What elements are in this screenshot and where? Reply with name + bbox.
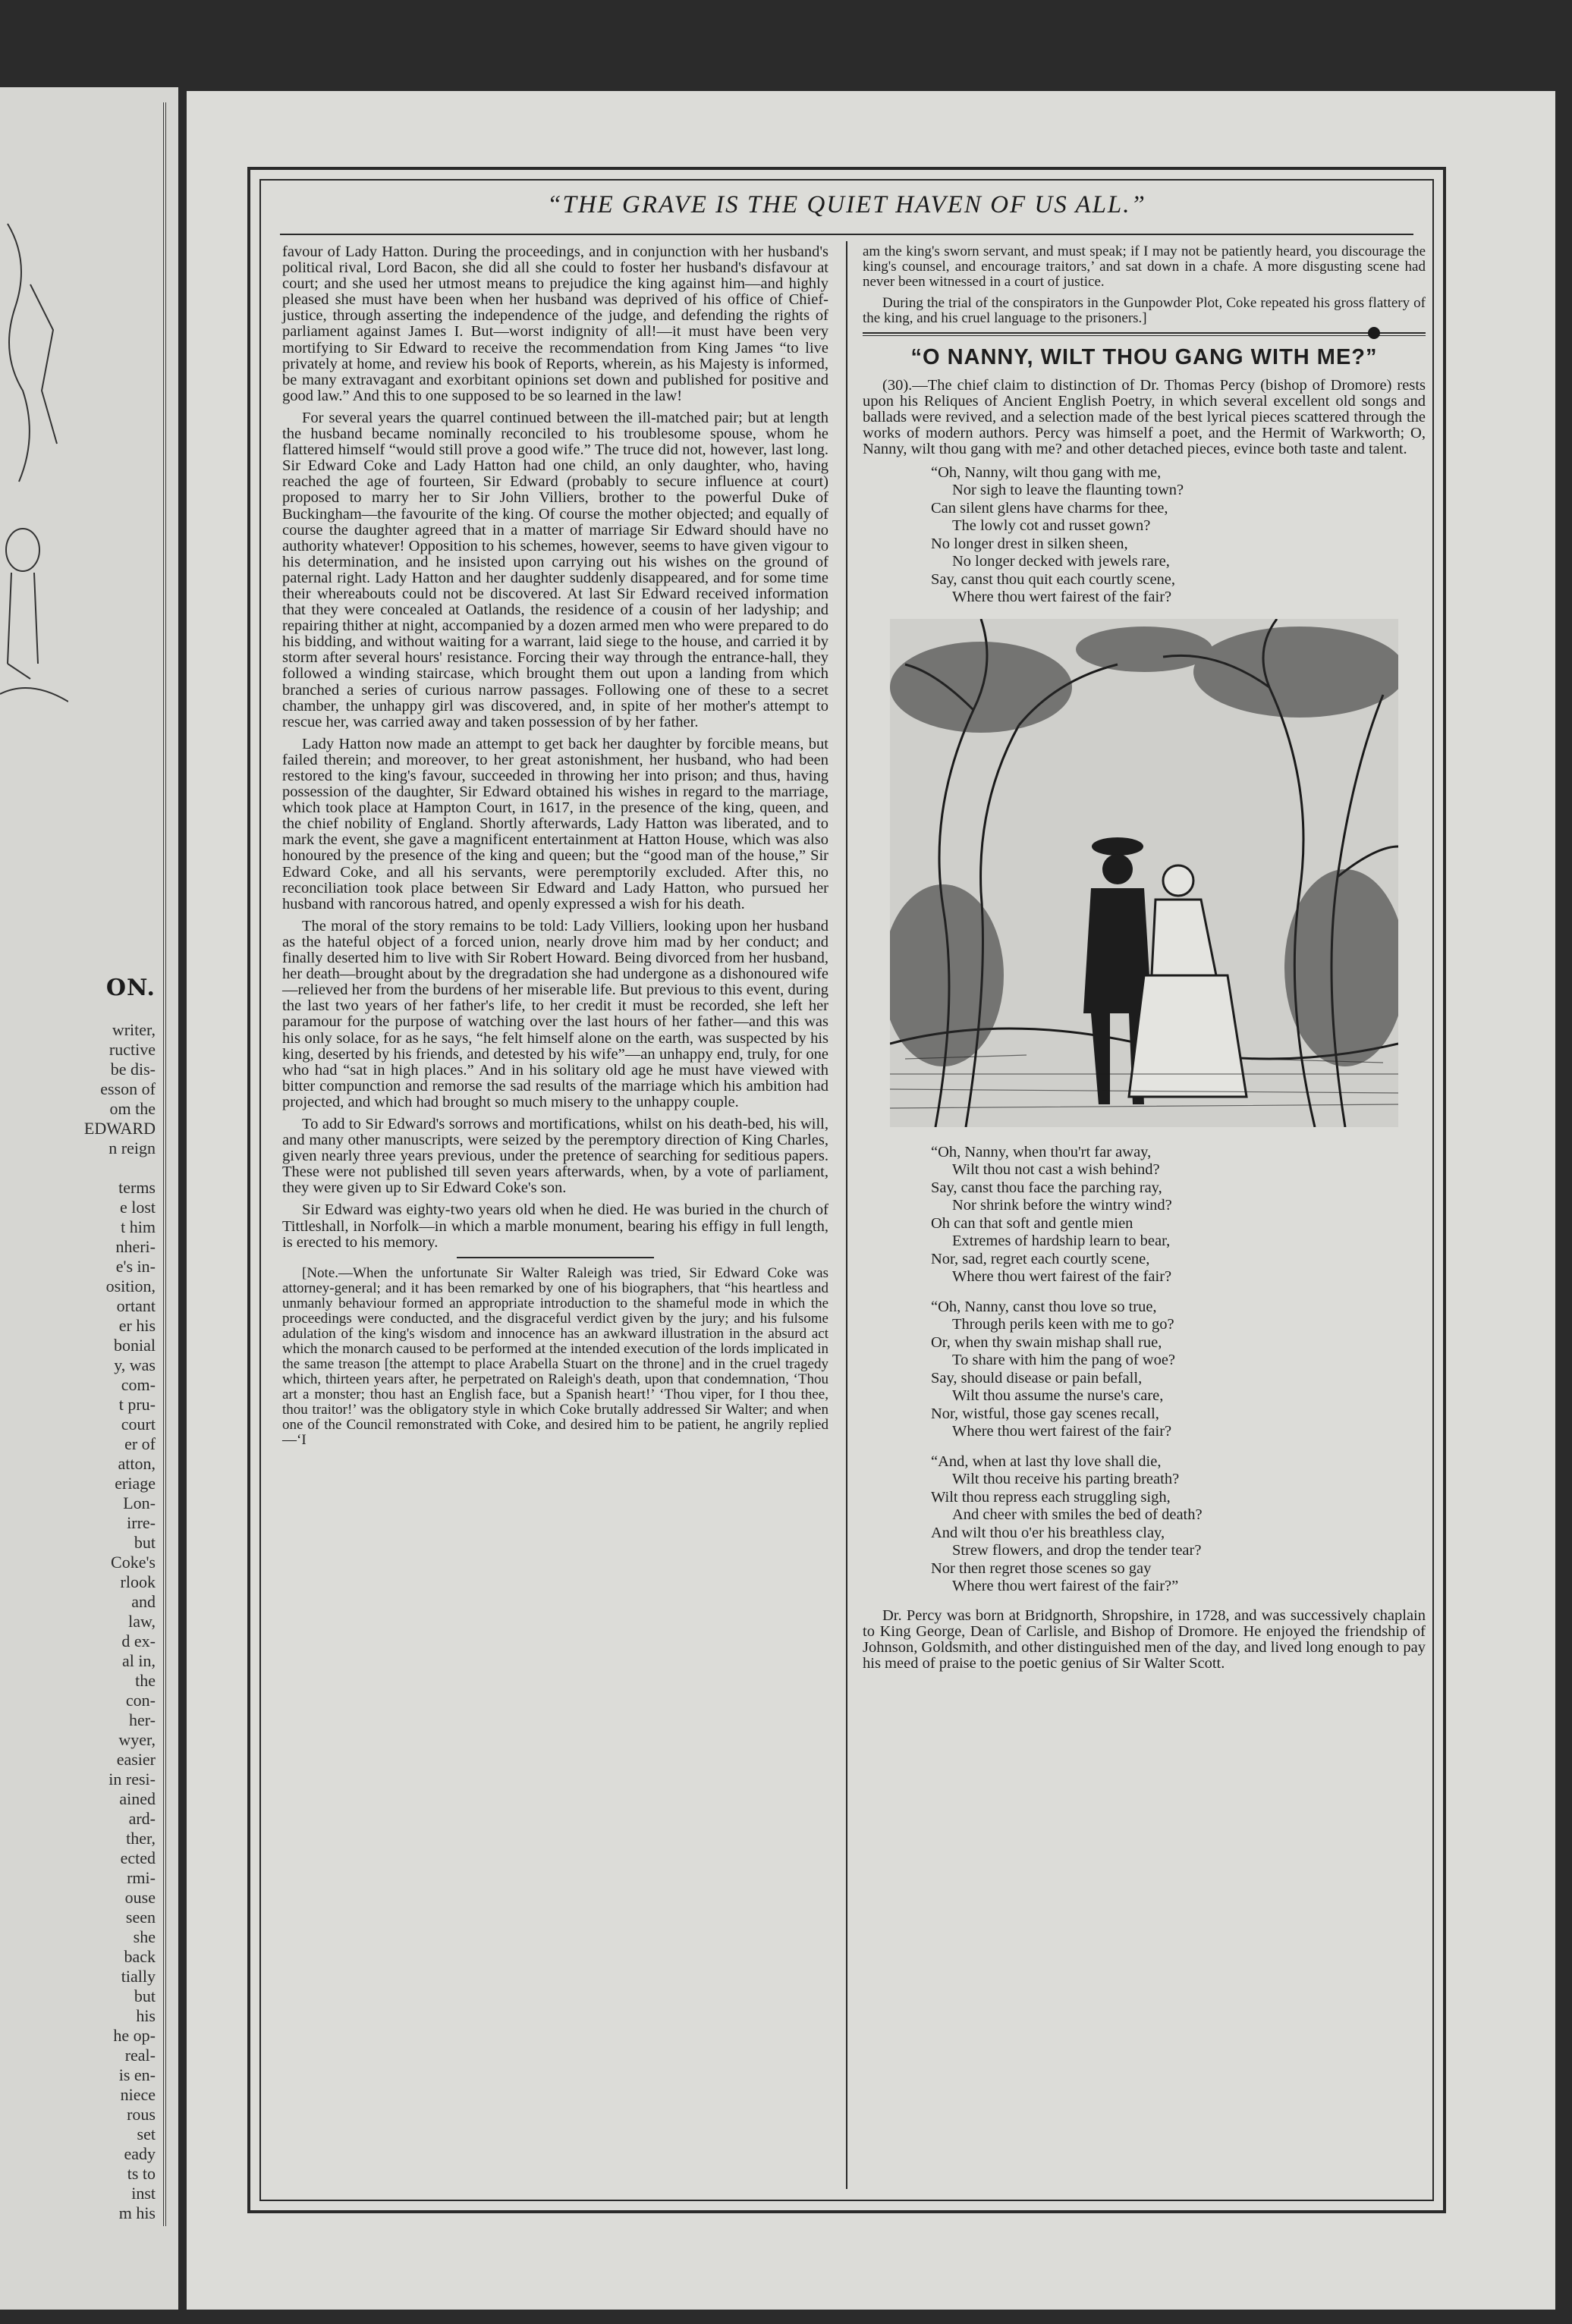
fragment-line: er his <box>118 1316 156 1335</box>
fragment-line: ained <box>119 1789 156 1808</box>
fragment-line <box>64 1158 156 1178</box>
adjacent-text-fragment <box>64 1020 156 2223</box>
adjacent-page-fragment <box>0 87 178 2310</box>
note-continuation-2: During the trial of the conspirators in the Gunpowder Plot, Coke repeated his gross flattery of the king, and his cruel language to the prisoners.] <box>863 295 1426 326</box>
poem-line: Nor sigh to leave the flaunting town? <box>952 482 1184 499</box>
poem-line: Can silent glens have charms for thee, <box>931 499 1168 517</box>
fragment-line: t him <box>121 1217 156 1236</box>
poem-stanza <box>931 1144 1426 1286</box>
poem-line: Where thou wert fairest of the fair? <box>952 1268 1172 1286</box>
fragment-line: in resi- <box>108 1770 156 1789</box>
paragraph: Lady Hatton now made an attempt to get back her daughter by forcible means, but failed therein; and moreover, to her great astonishment, her husband, who had been restored to the king's favour, succeeded in throwing her into prison; and thus, having possession of the daughter, Sir Edward obtained his wishes in regard to the marriage, which took place at Hampton Court, in 1617, in the presence of the king, queen, and the chief nobility of England. Shortly afterwards, Lady Hatton was liberated, and to mark the event, she gave a magnificent entertainment at Hatton House, which was also honoured by the presence of the king and queen; but the “good man of the house,” Sir Edward Coke, and all his servants, were peremptorily excluded. After this, no reconciliation took place between Sir Edward and Lady Hatton, who pursued her husband with rancorous hatred, and openly expressed a wish for his death. <box>282 735 828 912</box>
fragment-line: he op- <box>113 2026 156 2045</box>
poem-line: No longer drest in silken sheen, <box>931 535 1128 552</box>
poem-line: “Oh, Nanny, wilt thou gang with me, <box>931 463 1162 481</box>
fragment-line: nheri- <box>115 1237 156 1256</box>
fragment-line: com- <box>121 1375 156 1394</box>
poem-line: Wilt thou repress each struggling sigh, <box>931 1488 1171 1506</box>
fragment-line: rous <box>127 2105 156 2124</box>
fragment-line: back <box>124 1947 156 1966</box>
right-column <box>863 244 1426 1678</box>
poem-line: Nor shrink before the wintry wind? <box>952 1197 1172 1214</box>
section-rule-thin <box>863 335 1426 336</box>
poem-line: Nor, sad, regret each courtly scene, <box>931 1250 1150 1267</box>
fragment-line: al in, <box>122 1651 156 1670</box>
fragment-line: is en- <box>118 2065 156 2084</box>
paragraph: For several years the quarrel continued between the ill-matched pair; but at length the husband became nominally reconciled to his troublesome spouse, whom he flattered himself “would still prove a good wife.” The truce did not, however, last long. Sir Edward Coke and Lady Hatton had one child, an only daughter, who, having reached the age of fourteen, Sir Edward (probably to secure influence at court) proposed to marry her to Sir John Villiers, brother to the powerful Duke of Buckingham—the favourite of the king. Of course the mother objected; and equally of course the daughter agreed that in a matter of marriage Sir Edward should have no authority whatever! Opposition to his schemes, however, seems to have given vigour to his determination, and he insisted upon carrying out his wishes on the ground of paternal right. Lady Hatton and her daughter suddenly disappeared, and for some time their whereabouts could not be discovered. At last Sir Edward received information that they were concealed at Oatlands, the residence of a cousin of her ladyship; and repairing thither at night, accompanied by a dozen armed men who were prepared to do his bidding, and without waiting for a warrant, laid siege to the house, and carried it by storm after several hours' resistance. Forcing their way through the entrance-hall, they followed a winding staircase, which brought them out upon a landing from which branched a series of curious narrow passages. Following one of these to a secret chamber, the unhappy girl was discovered, and, in spite of her mother's attempt to rescue her, was carried away and taken possession of by her father. <box>282 409 828 730</box>
fragment-line: Lon- <box>123 1493 156 1512</box>
fragment-line: eady <box>124 2144 156 2163</box>
fragment-line: set <box>137 2125 156 2143</box>
poem-line: Wilt thou assume the nurse's care, <box>952 1387 1164 1405</box>
fragment-line: easier <box>116 1750 156 1769</box>
fragment-line: osition, <box>105 1277 156 1295</box>
poem-line: Strew flowers, and drop the tender tear? <box>952 1542 1202 1559</box>
adjacent-heading: ON. <box>105 975 156 1001</box>
fragment-line: the <box>135 1671 156 1690</box>
fragment-line: ortant <box>116 1296 156 1315</box>
rule-ornament <box>1368 327 1380 339</box>
poem-line: Extremes of hardship learn to bear, <box>952 1233 1171 1250</box>
poem-line: Or, when thy swain mishap shall rue, <box>931 1333 1162 1351</box>
fragment-line: om the <box>109 1099 156 1118</box>
fragment-line: t pru- <box>118 1395 156 1414</box>
poem-line: Where thou wert fairest of the fair?” <box>952 1578 1179 1595</box>
fragment-line: tially <box>121 1967 156 1986</box>
note-paragraph: [Note.—When the unfortunate Sir Walter Raleigh was tried, Sir Edward Coke was attorney-general; and it has been remarked by one of his biographers, that “his heartless and unmanly behaviour formed an appropriate introduction to the shameful mode in which the proceedings were conducted, and the disgraceful verdict given by the jury; and his fulsome adulation of the king's wisdom and innocence has an awkward illustration in the absurd act which the monarch caused to be performed at the intended execution of the lords implicated in the same treason [the attempt to place Arabella Stuart on the throne] and in the cruel tragedy which, thirteen years after, he perpetrated on Raleigh's death, upon that condemnation, ‘Thou art a monster; thou hast an English face, but a Spanish heart!’ ‘Thou viper, for I thou thee, thou traitor!’ was the obligatory style in which Coke brutally addressed Sir Walter; and when one of the Council remonstrated with Coke, and desired him to be patient, he angrily replied—‘I <box>282 1264 828 1448</box>
column-divider <box>846 241 847 2189</box>
poem-line: “Oh, Nanny, canst thou love so true, <box>931 1298 1157 1315</box>
fragment-line: be dis- <box>110 1060 156 1079</box>
fragment-line: but <box>134 1533 156 1552</box>
poem-line: Say, should disease or pain befall, <box>931 1369 1143 1387</box>
poem-stanza <box>931 1453 1426 1596</box>
poem-line: Say, canst thou quit each courtly scene, <box>931 570 1176 588</box>
fragment-line: her- <box>129 1710 156 1729</box>
poem-line: “And, when at last thy love shall die, <box>931 1452 1162 1470</box>
fragment-line: rmi- <box>127 1868 156 1887</box>
fragment-line: his <box>136 2006 156 2025</box>
fragment-line: Coke's <box>111 1553 156 1572</box>
poem-line: Where thou wert fairest of the fair? <box>952 1423 1172 1440</box>
section-title: “O NANNY, WILT THOU GANG WITH ME?” <box>910 345 1378 369</box>
fragment-line: and <box>131 1592 156 1611</box>
left-column <box>282 244 828 1454</box>
fragment-line: n reign <box>108 1138 156 1157</box>
fragment-line: but <box>134 1986 156 2005</box>
paragraph: The moral of the story remains to be told: Lady Villiers, looking upon her husband as the hateful object of a forced union, nearly drove him mad by her conduct; and finally deserted him to live with Sir Robert Howard. Being divorced from her husband, her death—brought about by the dregradation she had undergone as a dishonoured wife—relieved her from the burdens of her miserable life. But previous to this event, during the last two years of her father's life, to her credit it must be recorded, she left her paramour for the purpose of watching over the last hours of her father—and this was his only solace, for as he says, “he felt himself alone on the earth, was suspected by his king, deserted by his friends, and detested by his wife”—an unhappy end, truly, for one who had “sat in high places.” And in his solitary old age he must have viewed with bitter compunction and remorse the sad results of the marriage which his ambition had projected, and which had brought so much misery to the unhappy couple. <box>282 917 828 1110</box>
fragment-line: m his <box>118 2203 156 2222</box>
running-header: “THE GRAVE IS THE QUIET HAVEN OF US ALL.” <box>547 191 1146 218</box>
fragment-line: she <box>133 1927 156 1946</box>
poem-line: Oh can that soft and gentle mien <box>931 1214 1133 1232</box>
paragraph: To add to Sir Edward's sorrows and mortifications, whilst on his death-bed, his will, and many other manuscripts, were seized by the peremptory direction of King Charles, given nearly three years previous, under the pretence of searching for seditious papers. These were not published till seven years afterwards, when, by a vote of parliament, they were given up to Sir Edward Coke's son. <box>282 1115 828 1197</box>
poem-line: Where thou wert fairest of the fair? <box>952 589 1172 606</box>
fragment-line: law, <box>128 1612 156 1631</box>
poem-line: Nor, wistful, those gay scenes recall, <box>931 1405 1159 1422</box>
paragraph: favour of Lady Hatton. During the proceedings, and in conjunction with her husband's political rival, Lord Bacon, she did all she could to foster her husband's disfavour at court; and she used her utmost means to prejudice the king against him—and highly pleased she must have been when her husband was deprived of his office of Chief-justice, through asserting the independence of the judge, and defending the rights of parliament against James I. But—worst indignity of all!—it must have been very mortifying to Sir Edward to receive the recommendation from King James “to live privately at home, and review his book of Reports, wherein, as his Majesty is informed, be many extravagant and exorbitant opinions set down and published for positive and good law.” And this to one supposed to be so learned in the law! <box>282 243 828 404</box>
fragment-line: ouse <box>124 1888 156 1907</box>
woodcut-illustration <box>890 619 1398 1127</box>
fragment-line: ructive <box>108 1040 156 1059</box>
poem-line: Wilt thou receive his parting breath? <box>952 1471 1180 1488</box>
fragment-line: d ex- <box>121 1632 156 1650</box>
poem-line: No longer decked with jewels rare, <box>952 553 1170 570</box>
page <box>187 91 1555 2310</box>
poem-stanza <box>931 464 1426 607</box>
fragment-line: seen <box>125 1908 156 1927</box>
poem-line: Wilt thou not cast a wish behind? <box>952 1161 1160 1179</box>
poem-line: Through perils keen with me to go? <box>952 1316 1174 1333</box>
poem-line: Nor then regret those scenes so gay <box>931 1559 1152 1577</box>
fragment-line: atton, <box>118 1454 156 1473</box>
fragment-line: esson of <box>100 1079 156 1098</box>
poem-line: “Oh, Nanny, when thou'rt far away, <box>931 1143 1152 1160</box>
note-rule <box>457 1257 654 1258</box>
fragment-line: ected <box>120 1848 156 1867</box>
fragment-line: ard- <box>128 1809 156 1828</box>
poem-stanza <box>931 1299 1426 1441</box>
header-rule <box>280 234 1413 235</box>
fragment-line: con- <box>125 1691 156 1710</box>
poem-line: And cheer with smiles the bed of death? <box>952 1506 1203 1524</box>
fragment-line: real- <box>124 2046 156 2065</box>
fragment-line: rlook <box>120 1572 156 1591</box>
adjacent-illustration-fragment <box>0 193 68 724</box>
fragment-line: bonial <box>114 1336 156 1355</box>
fragment-line: writer, <box>112 1020 156 1039</box>
fragment-line: niece <box>120 2085 156 2104</box>
closing-paragraph: Dr. Percy was born at Bridgnorth, Shropshire, in 1728, and was successively chaplain to King George, Dean of Carlisle, and Bishop of Dromore. He enjoyed the friendship of Johnson, Goldsmith, and other distinguished men of the day, and lived long enough to pay his meed of praise to the poetic genius of Sir Walter Scott. <box>863 1606 1426 1672</box>
fragment-line: y, was <box>114 1355 156 1374</box>
fragment-line: ther, <box>126 1829 156 1848</box>
fragment-line: EDWARD <box>83 1119 156 1138</box>
poem-line: And wilt thou o'er his breathless clay, <box>931 1524 1165 1541</box>
fragment-line: wyer, <box>118 1730 156 1749</box>
intro-paragraph: (30).—The chief claim to distinction of Dr. Thomas Percy (bishop of Dromore) rests upon his Reliques of Ancient English Poetry, in which several excellent old songs and ballads were revived, and a selection made of the best lyrical pieces scattered through the works of modern authors. Percy was himself a poet, and the Hermit of Warkworth; O, Nanny, wilt thou gang with me? and other detached pieces, evince both taste and talent. <box>863 377 1426 458</box>
paragraph: Sir Edward was eighty-two years old when he died. He was buried in the church of Tittleshall, in Norfolk—in which a marble monument, bearing his effigy in full length, is erected to his memory. <box>282 1201 828 1251</box>
fragment-line: court <box>121 1415 156 1434</box>
fragment-line: terms <box>118 1178 156 1197</box>
fragment-line: e lost <box>119 1198 156 1217</box>
fragment-line: er of <box>124 1434 156 1453</box>
fragment-line: irre- <box>127 1513 156 1532</box>
section-rule <box>863 332 1426 334</box>
fragment-line: eriage <box>115 1474 156 1493</box>
poem-line: Say, canst thou face the parching ray, <box>931 1179 1162 1196</box>
page-border <box>247 167 1446 2213</box>
fragment-line: e's in- <box>115 1257 156 1276</box>
page-inner-border <box>259 179 1434 2201</box>
poem-line: To share with him the pang of woe? <box>952 1352 1176 1369</box>
fragment-line: inst <box>131 2184 156 2203</box>
fragment-line: ts to <box>127 2164 156 2183</box>
poem-line: The lowly cot and russet gown? <box>952 517 1151 535</box>
note-continuation: am the king's sworn servant, and must speak; if I may not be patiently heard, you discourage the king's counsel, and encourage traitors,’ and sat down in a chafe. A more disgusting scene had never been witnessed in a court of justice. <box>863 243 1426 290</box>
